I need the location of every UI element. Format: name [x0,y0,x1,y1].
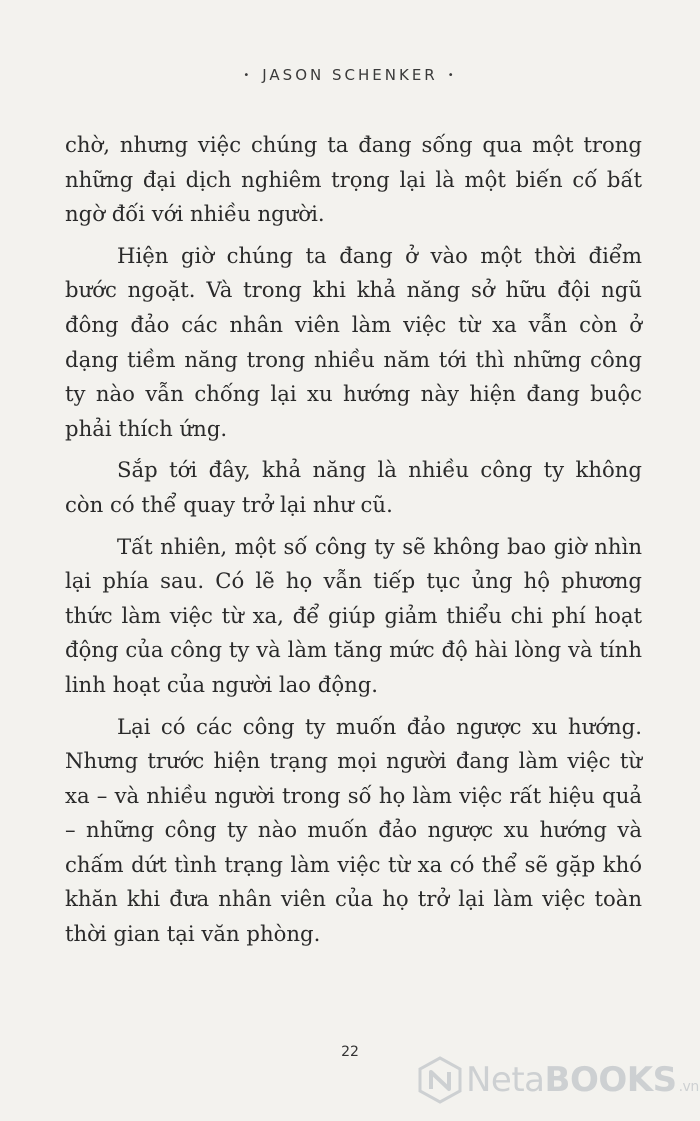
page-number: 22 [341,1044,359,1060]
author-name: JASON SCHENKER [262,66,438,84]
netabooks-logo-icon [418,1056,462,1104]
ornament-right: • [447,70,457,81]
running-head [0,66,700,84]
watermark-brand-light: Neta [466,1060,545,1100]
paragraph: Tất nhiên, một số công ty sẽ không bao giờ nhìn lại phía sau. Có lẽ họ vẫn tiếp tục ủng hộ phương thức làm việc từ xa, để giúp giảm thiểu chi phí hoạt động của công ty và làm tăng mức độ hài lòng và tính linh hoạt của người lao động. [65,533,642,697]
paragraph: Sắp tới đây, khả năng là nhiều công ty không còn có thể quay trở lại như cũ. [65,457,642,517]
watermark [418,1056,699,1104]
paragraph: chờ, nhưng việc chúng ta đang sống qua một trong những đại dịch nghiêm trọng lại là một biến cố bất ngờ đối với nhiều người. [65,132,642,227]
watermark-brand-bold: BOOKS [544,1060,677,1100]
watermark-text [466,1060,699,1100]
paragraph: Hiện giờ chúng ta đang ở vào một thời điểm bước ngoặt. Và trong khi khả năng sở hữu đội ngũ đông đảo các nhân viên làm việc từ xa vẫn còn ở dạng tiềm năng trong nhiều năm tới thì những công ty nào vẫn chống lại xu hướng này hiện đang buộc phải thích ứng. [65,242,642,441]
watermark-tld: .vn [678,1079,699,1095]
body-text [65,128,642,959]
paragraph: Lại có các công ty muốn đảo ngược xu hướng. Nhưng trước hiện trạng mọi người đang làm việc từ xa – và nhiều người trong số họ làm việc rất hiệu quả – những công ty nào muốn đảo ngược xu hướng và chấm dứt tình trạng làm việc từ xa có thể sẽ gặp khó khăn khi đưa nhân viên của họ trở lại làm việc toàn thời gian tại văn phòng. [65,713,642,947]
ornament-left: • [243,70,253,81]
